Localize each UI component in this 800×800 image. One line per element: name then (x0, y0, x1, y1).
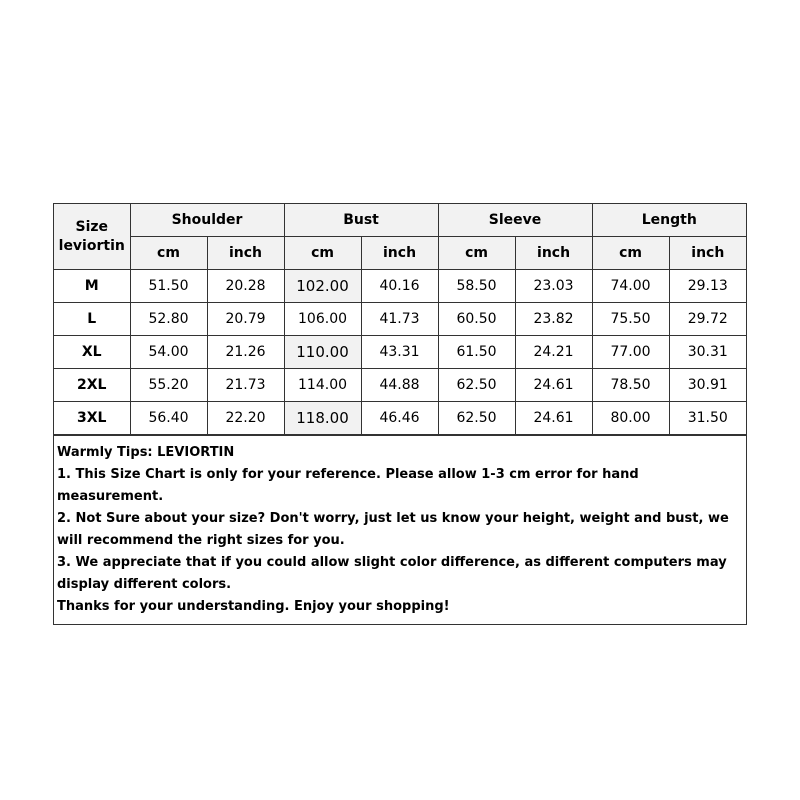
table-row (54, 369, 746, 402)
unit-header: cm (284, 237, 361, 270)
measurement-cell: 21.73 (207, 369, 284, 402)
measurement-cell: 62.50 (438, 402, 515, 435)
measurement-cell: 44.88 (361, 369, 438, 402)
unit-header: cm (438, 237, 515, 270)
measurement-cell: 20.28 (207, 270, 284, 303)
measurement-cell: 62.50 (438, 369, 515, 402)
measurement-cell: 110.00 (284, 336, 361, 369)
measurement-cell: 56.40 (130, 402, 207, 435)
measurement-cell: 24.61 (515, 369, 592, 402)
measurement-cell: 102.00 (284, 270, 361, 303)
size-table (54, 204, 746, 435)
measurement-cell: 60.50 (438, 303, 515, 336)
measurement-cell: 75.50 (592, 303, 669, 336)
group-header-shoulder: Shoulder (130, 204, 284, 237)
group-header-sleeve: Sleeve (438, 204, 592, 237)
unit-header: cm (592, 237, 669, 270)
size-cell: XL (54, 336, 130, 369)
unit-header: inch (515, 237, 592, 270)
size-header-brand: leviortin (58, 237, 125, 254)
group-header-bust: Bust (284, 204, 438, 237)
measurement-cell: 51.50 (130, 270, 207, 303)
group-header-length: Length (592, 204, 746, 237)
warmly-tips (54, 435, 746, 624)
measurement-cell: 40.16 (361, 270, 438, 303)
unit-header-row (54, 237, 746, 270)
measurement-cell: 29.13 (669, 270, 746, 303)
size-cell: M (54, 270, 130, 303)
measurement-cell: 23.03 (515, 270, 592, 303)
measurement-cell: 43.31 (361, 336, 438, 369)
size-cell: 3XL (54, 402, 130, 435)
measurement-cell: 77.00 (592, 336, 669, 369)
measurement-cell: 23.82 (515, 303, 592, 336)
measurement-cell: 29.72 (669, 303, 746, 336)
measurement-cell: 22.20 (207, 402, 284, 435)
tip-line: 1. This Size Chart is only for your reference. Please allow 1-3 cm error for hand measurement. (57, 467, 639, 504)
measurement-cell: 31.50 (669, 402, 746, 435)
size-chart (53, 203, 747, 625)
table-row (54, 336, 746, 369)
measurement-cell: 30.91 (669, 369, 746, 402)
group-header-row (54, 204, 746, 237)
table-row (54, 402, 746, 435)
measurement-cell: 20.79 (207, 303, 284, 336)
unit-header: inch (669, 237, 746, 270)
unit-header: cm (130, 237, 207, 270)
measurement-cell: 106.00 (284, 303, 361, 336)
measurement-cell: 24.21 (515, 336, 592, 369)
unit-header: inch (207, 237, 284, 270)
tips-title: Warmly Tips: LEVIORTIN (57, 445, 235, 460)
size-header-label: Size (75, 218, 109, 235)
measurement-cell: 80.00 (592, 402, 669, 435)
tips-closing: Thanks for your understanding. Enjoy your shopping! (57, 599, 450, 614)
measurement-cell: 21.26 (207, 336, 284, 369)
measurement-cell: 41.73 (361, 303, 438, 336)
tip-line: 3. We appreciate that if you could allow slight color difference, as different computers may display different colors. (57, 555, 727, 592)
size-cell: 2XL (54, 369, 130, 402)
tip-line: 2. Not Sure about your size? Don't worry, just let us know your height, weight and bust, we will recommend the right sizes for you. (57, 511, 729, 548)
size-cell: L (54, 303, 130, 336)
measurement-cell: 78.50 (592, 369, 669, 402)
measurement-cell: 52.80 (130, 303, 207, 336)
measurement-cell: 118.00 (284, 402, 361, 435)
table-row (54, 270, 746, 303)
measurement-cell: 55.20 (130, 369, 207, 402)
size-column-header (54, 204, 130, 270)
measurement-cell: 46.46 (361, 402, 438, 435)
table-row (54, 303, 746, 336)
measurement-cell: 30.31 (669, 336, 746, 369)
measurement-cell: 114.00 (284, 369, 361, 402)
measurement-cell: 74.00 (592, 270, 669, 303)
measurement-cell: 24.61 (515, 402, 592, 435)
measurement-cell: 54.00 (130, 336, 207, 369)
measurement-cell: 58.50 (438, 270, 515, 303)
unit-header: inch (361, 237, 438, 270)
measurement-cell: 61.50 (438, 336, 515, 369)
